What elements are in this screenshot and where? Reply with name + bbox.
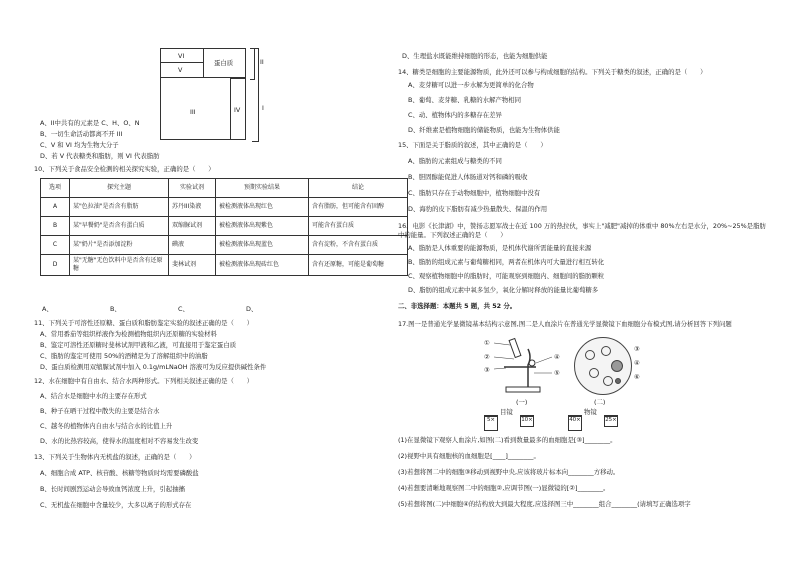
smear-num-3: ③ <box>634 345 640 353</box>
q15-stem: 15、下面是关于脂质的叙述，其中正确的是（ ） <box>398 141 547 149</box>
q12-option-d: D、水的比热容较高，使得水的温度相对不容易发生改变 <box>40 437 199 445</box>
cell: 被检测液体出现蓝色 <box>216 236 309 255</box>
lens-b: 10× <box>520 415 534 427</box>
q9-option-d: D、若 V 代表糖类和脂肪，则 VI 代表脂肪 <box>40 152 160 160</box>
q13-option-b: B、长时间剧烈运动会导致血钙浓度上升，引起抽搐 <box>40 485 185 493</box>
label-num-5: ⑤ <box>554 369 560 377</box>
q14-option-b: B、葡萄、麦芽糖、乳糖的水解产物相同 <box>408 96 522 104</box>
label-iii: III <box>190 108 196 116</box>
q13-option-a: A、细胞合成 ATP、核苷酸、核糖等物质时均需要磷酸盐 <box>40 469 199 477</box>
label-iv: IV <box>234 106 241 114</box>
q9-option-b: B、一切生命活动都离不开 III <box>40 130 123 138</box>
label-i: I <box>262 104 264 112</box>
q16-stem: 16、电影《长津湖》中，赞扬志愿军战士在近 100 万的热拉伙，事实上"减肥"减掉的体重中 80%左右是水分，20%~25%是脂肪中的能量。下列叙述正确的是（ ） <box>398 222 766 239</box>
q17-sub-3: (3)若想将图二中的细胞③移动到视野中央,应该将玻片标本向________方移动。 <box>398 468 620 476</box>
q13-option-c: C、无机盐在细胞中含量较少，大多以离子的形式存在 <box>40 501 192 509</box>
cell: 斐林试剂 <box>169 255 216 276</box>
q11-option-a: A、常用番茄等组织样液作为检测植物组织内还原糖的实验材料 <box>40 330 217 338</box>
cell: 被检测液体出现紫色 <box>216 217 309 236</box>
q17-sub-1: (1)在显微镜下观察人血涂片,如图(二)看到数量最多的血细胞是[③]________。 <box>398 436 617 444</box>
cell: A <box>41 198 70 217</box>
cell: 含有淀粉，不含有蛋白质 <box>309 236 408 255</box>
q9-option-a: A、II中共有的元素是 C、H、O、N <box>40 119 140 127</box>
q16-option-a: A、脂肪是人体重要的能源物质，是机体代谢所需能量的直接来源 <box>408 244 592 252</box>
q12-option-a: A、结合水是细胞中水的主要存在形式 <box>40 392 147 400</box>
cell: 碘液 <box>169 236 216 255</box>
q17-sub-4: (4)若想要清晰地观察图二中的细胞②,应调节图(一)显微镜的[②]________。 <box>398 484 610 492</box>
eyepiece-label: 目镜 <box>500 408 513 416</box>
experiment-table <box>40 178 408 276</box>
cell: 含有还原糖，可能是葡萄糖 <box>309 255 408 276</box>
table-row <box>41 255 408 276</box>
microscope-drawing <box>492 335 554 395</box>
q15-option-c: C、脂肪只存在于动物细胞中，植物细胞中没有 <box>408 189 541 197</box>
label-ii: II <box>260 58 264 66</box>
cell: 某"奶片"是否添加淀粉 <box>70 236 169 255</box>
cell: 双缩脲试剂 <box>169 217 216 236</box>
table-row <box>41 198 408 217</box>
q10-option-c: C、 <box>178 305 189 313</box>
q9-option-c: C、V 和 VI 均为生物大分子 <box>40 141 119 149</box>
q15-option-b: B、胆固醇能促进人体肠道对钙和磷的吸收 <box>408 173 528 181</box>
cell: 苏丹III染液 <box>169 198 216 217</box>
white-cell <box>611 360 623 372</box>
objective-label: 物镜 <box>584 408 597 416</box>
q10-stem: 10、下列关于食品安全检测的相关探究实验，正确的是（ ） <box>34 165 215 173</box>
header-topic: 探究主题 <box>70 179 169 198</box>
q10-option-d: D、 <box>246 305 258 313</box>
q16-option-d: D、脂肪的组成元素中氧多氢少，氧化分解时释放的能量比葡萄糖多 <box>408 286 599 294</box>
cell: 某"色拉油"是否含有脂肪 <box>70 198 169 217</box>
q11-option-c: C、脂肪的鉴定可使用 50%的酒精是为了溶解组织中的油脂 <box>40 352 208 360</box>
q16-option-c: C、观察植物细胞中的脂肪时，可能观察到细胞内、细胞间的脂肪颗粒 <box>408 272 605 280</box>
q15-option-d: D、海豹的皮下脂肪有减少热量散失、保温的作用 <box>408 205 548 213</box>
q17-stem: 17.图一是普通光学显微镜基本结构示意图,图二是人血涂片在普通光学显微镜下血细胞分布模式图,请分析回答下列问题 <box>398 320 732 328</box>
composition-diagram <box>160 48 310 160</box>
cell: C <box>41 236 70 255</box>
table-row <box>41 236 408 255</box>
smear-num-4: ④ <box>634 359 640 367</box>
q17-sub-2: (2)视野中具有细胞核的血细胞是[____]________。 <box>398 452 540 460</box>
blood-smear-circle <box>574 337 632 395</box>
q12-stem: 12、水在细胞中有自由水、结合水两种形式。下列相关叙述正确的是（ ） <box>34 377 254 385</box>
q10-option-b: B、 <box>110 305 121 313</box>
cell: B <box>41 217 70 236</box>
label-num-2: ② <box>484 353 490 361</box>
lens-c: 40× <box>568 415 582 431</box>
q13-option-d: D、生理盐水既能维持细胞的形态，也能为细胞供能 <box>402 52 548 60</box>
label-vi: VI <box>178 52 185 60</box>
q14-option-c: C、动、植物体内的多糖存在差异 <box>408 111 502 119</box>
cell: 某"无糖"无色饮料中是否含有还原糖 <box>70 255 169 276</box>
label-num-3: ③ <box>484 366 490 374</box>
q11-option-b: B、鉴定可溶性还原糖时斐林试剂甲液和乙液，可直接用于鉴定蛋白质 <box>40 341 237 349</box>
cell: 被检测液体出现红色 <box>216 198 309 217</box>
q14-stem: 14、糖类是细胞的主要能源物质，此外还可以参与构成细胞的结构。下列关于糖类的叙述，正确的是（ ） <box>398 68 707 76</box>
fig2-label: (二) <box>594 398 606 406</box>
smear-num-6: ⑥ <box>634 373 640 381</box>
q12-option-c: C、越冬的植物体内自由水与结合水的比值上升 <box>40 422 173 430</box>
lens-d: 25× <box>604 415 618 427</box>
q12-option-b: B、种子在晒干过程中散失的主要是结合水 <box>40 407 160 415</box>
section-heading: 二、非选择题：本题共 5 题，共 52 分。 <box>398 302 517 310</box>
table-row <box>41 217 408 236</box>
cell: 被检测液体出现砖红色 <box>216 255 309 276</box>
fig1-label: (一) <box>516 398 528 406</box>
header-expected: 预期实验结果 <box>216 179 309 198</box>
cell: 某"早餐奶"是否含有蛋白质 <box>70 217 169 236</box>
q15-option-a: A、脂肪的元素组成与糖类的不同 <box>408 157 502 165</box>
table-header-row <box>41 179 408 198</box>
label-v: V <box>178 66 183 74</box>
q16-option-b: B、脂肪的组成元素与葡萄糖相同，两者在机体内可大量进行相互转化 <box>408 258 605 266</box>
label-num-4: ④ <box>554 353 560 361</box>
label-num-1: ① <box>484 339 490 347</box>
cell: 含有脂肪，但可能含有固醇 <box>309 198 408 217</box>
q11-option-d: D、蛋白质检测用双缩脲试剂中加入 0.1g/mLNaOH 溶液可为反应提供碱性条件 <box>40 363 267 371</box>
bracket-ii <box>250 48 255 80</box>
lens-a: 5× <box>484 415 498 431</box>
microscope-figure <box>470 325 650 430</box>
header-conclusion: 结论 <box>309 179 408 198</box>
q17-sub-5: (5)若想将图(二)中细胞④的结构放大到最大程度,应选择图三中________组合________(请填写正确选项字 <box>398 500 691 508</box>
header-option: 选项 <box>41 179 70 198</box>
q14-option-d: D、纤维素是植物细胞的储能物质，也能为生物体供能 <box>408 126 560 134</box>
q10-option-a: A、 <box>42 305 53 313</box>
header-reagent: 实验试剂 <box>169 179 216 198</box>
q13-stem: 13、下列关于生物体内无机盐的叙述，正确的是（ ） <box>34 453 196 461</box>
cell: 可能含有蛋白质 <box>309 217 408 236</box>
label-protein: 蛋白质 <box>214 59 234 67</box>
q11-stem: 11、下列关于可溶性还原糖、蛋白质和脂肪鉴定实验的叙述正确的是（ ） <box>34 319 254 327</box>
cell: D <box>41 255 70 276</box>
q14-option-a: A、麦芽糖可以进一步水解为更简单的化合物 <box>408 81 534 89</box>
